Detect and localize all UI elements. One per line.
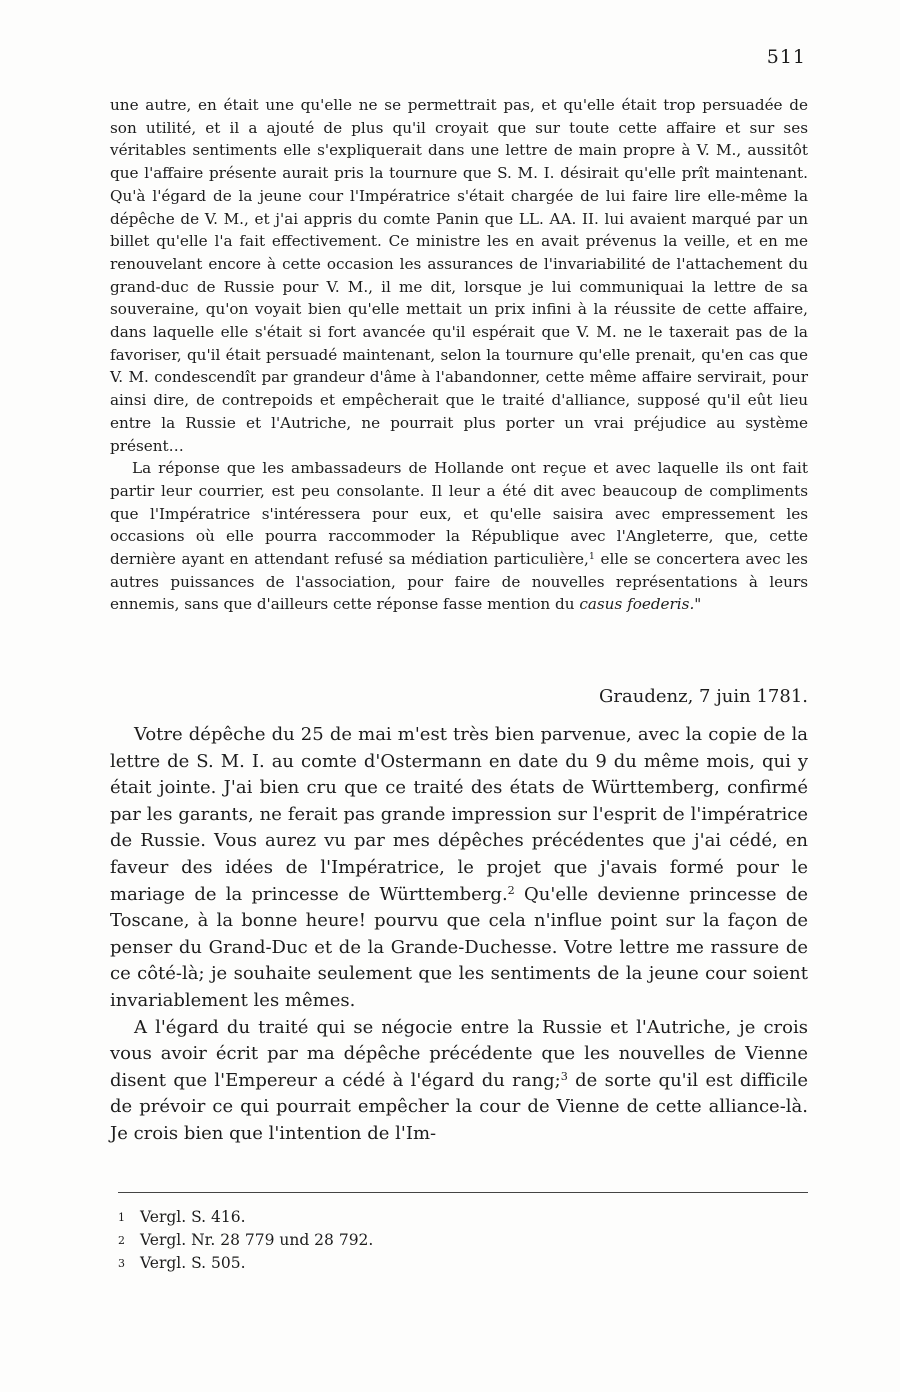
quote-italic-term: casus foederis. (579, 595, 695, 614)
letter-paragraph-2-text-b: de sorte qu'il est difficile de prévoir ce qui pourrait empêcher la cour de Vienne de cette alliance-là. Je crois bien que l'intention de l'Im- (110, 1069, 808, 1144)
quote-paragraph-2 (110, 457, 808, 616)
footnote-mark: 2 (118, 1234, 125, 1247)
footnote-text: Vergl. Nr. 28 779 und 28 792. (140, 1231, 374, 1249)
footnote-text: Vergl. S. 505. (140, 1254, 246, 1272)
letter-paragraph-1 (110, 722, 808, 1015)
letter-paragraph-1-text-a: Votre dépêche du 25 de mai m'est très bien parvenue, avec la copie de la lettre de S. M. I. au comte d'Ostermann en date du 9 du même mois, qui y était jointe. J'ai bien cru que ce traité des états de Württemberg, confirmé par les garants, ne ferait pas grande impression sur l'esprit de l'impératrice de Russie. Vous aurez vu par mes dépêches précédentes que j'ai cédé, en faveur des idées de l'Impératrice, le projet que j'avais formé pour le mariage de la princesse de Württemberg. (110, 724, 808, 905)
footnote-divider (118, 1192, 808, 1193)
footnote-ref-2: 2 (507, 883, 515, 897)
letter-paragraph-2 (110, 1015, 808, 1148)
footnote-mark: 1 (118, 1211, 125, 1224)
quote-paragraph-2-text-a: La réponse que les ambassadeurs de Hollande ont reçue et avec laquelle ils ont fait partir leur courrier, est peu consolante. Il leur a été dit avec beaucoup de compliments que l'Impératrice s'intéressera pour eux, et qu'elle saisira avec empressement les occasions où elle pourra raccommoder la République avec l'Angleterre, que, cette dernière ayant en attendant refusé sa médiation particulière, (110, 459, 808, 569)
letter-dateline: Graudenz, 7 juin 1781. (599, 686, 808, 707)
footnote-ref-1: 1 (588, 550, 595, 562)
letter-paragraph-1-text-b: Qu'elle devienne princesse de Toscane, à la bonne heure! pourvu que cela n'influe point sur la façon de penser du Grand-Duc et de la Grande-Duchesse. Votre lettre me rassure de ce côté-là; je souhaite seulement que les sentiments de la jeune cour soient invariablement les mêmes. (110, 883, 808, 1011)
letter-body (110, 722, 808, 1148)
quote-closing-mark: " (694, 595, 702, 614)
letter-paragraph-2-text-a: A l'égard du traité qui se négocie entre la Russie et l'Autriche, je crois vous avoir écrit par ma dépêche précédente que les nouvelles de Vienne disent que l'Empereur a cédé à l'égard du rang; (110, 1016, 808, 1091)
footnote-ref-3: 3 (560, 1069, 568, 1083)
footnotes (118, 1206, 518, 1275)
quote-paragraph-2-text-b: elle se concertera avec les autres puissances de l'association, pour faire de nouvelles représentations à leurs ennemis, sans que d'ailleurs cette réponse fasse mention du (110, 550, 808, 614)
footnote-mark: 3 (118, 1257, 125, 1270)
page-number: 511 (766, 46, 806, 68)
quote-paragraph-1: une autre, en était une qu'elle ne se permettrait pas, et qu'elle était trop persuadée de son utilité, et il a ajouté de plus qu'il croyait que sur toute cette affaire et sur ses véritables sentiments elle s'expliquerait dans une lettre de main propre à V. M., aussitôt que l'affaire présente aurait pris la tournure que S. M. I. désirait qu'elle prît maintenant. Qu'à l'égard de la jeune cour l'Impératrice s'était chargée de lui faire lire elle-même la dépêche de V. M., et j'ai appris du comte Panin que LL. AA. II. lui avaient marqué par un billet qu'elle l'a fait effectivement. Ce ministre les en avait prévenus la veille, et en me renouvelant encore à cette occasion les assurances de l'invariabilité de l'attachement du grand-duc de Russie pour V. M., il me dit, lorsque je lui communiquai la lettre de sa souveraine, qu'on voyait bien qu'elle mettait un prix infini à la réussite de cette affaire, dans laquelle elle s'était si fort avancée qu'il espérait que V. M. ne le taxerait pas de la favoriser, qu'il était persuadé maintenant, selon la tournure qu'elle prenait, qu'en cas que V. M. condescendît par grandeur d'âme à l'abandonner, cette même affaire servirait, pour ainsi dire, de contrepoids et empêcherait que le traité d'alliance, supposé qu'il eût lieu entre la Russie et l'Autriche, ne pourrait plus porter un vrai préjudice au système présent… (110, 96, 808, 455)
footnote-3 (118, 1252, 518, 1275)
quoted-report (110, 94, 808, 616)
footnote-text: Vergl. S. 416. (140, 1208, 246, 1226)
footnote-1 (118, 1206, 518, 1229)
footnote-2 (118, 1229, 518, 1252)
